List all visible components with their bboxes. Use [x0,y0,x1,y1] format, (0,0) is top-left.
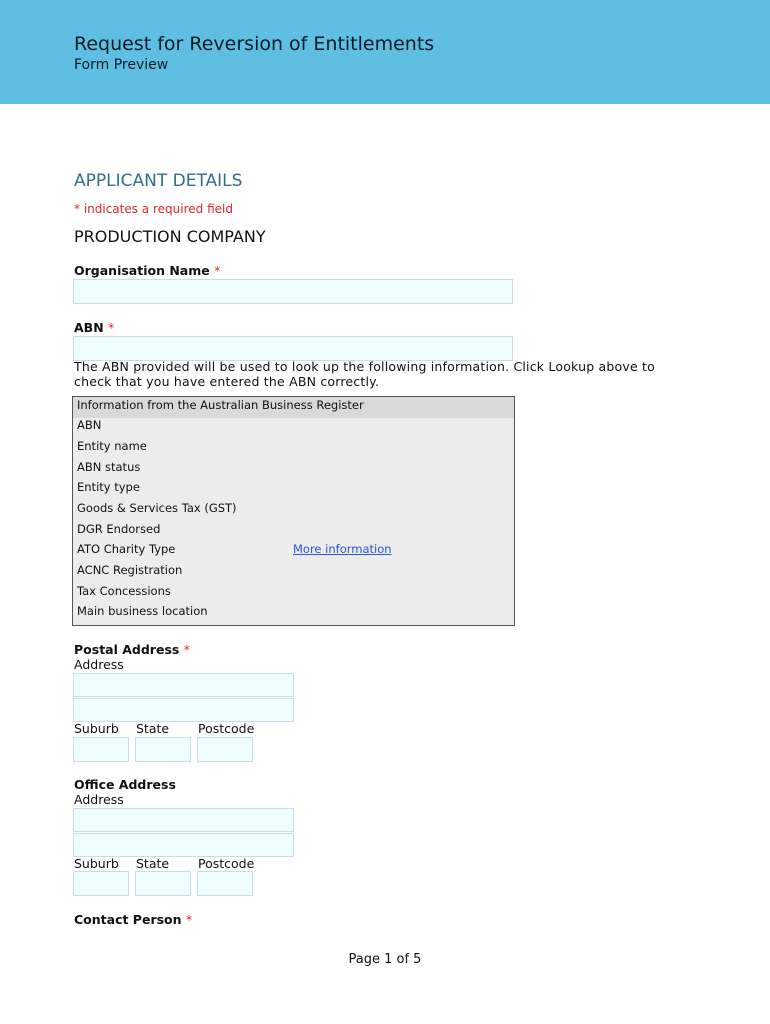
organisation-name-input[interactable] [73,279,513,304]
more-information-link[interactable]: More information [293,542,392,556]
abr-info-panel [72,396,515,626]
abr-row-entity-name: Entity name [77,439,147,453]
abr-row-acnc-registration: ACNC Registration [77,563,183,577]
abr-row-dgr-endorsed: DGR Endorsed [77,522,161,536]
office-address-label: Office Address [74,777,176,792]
postal-state-input[interactable] [135,737,191,762]
abr-row-tax-concessions: Tax Concessions [77,584,171,598]
office-address-sublabel: Address [74,792,124,807]
form-subtitle: Form Preview [74,57,169,73]
postal-postcode-input[interactable] [197,737,253,762]
required-marker: * [108,320,115,335]
required-field-note: * indicates a required field [74,202,233,216]
contact-person-label-text: Contact Person [74,912,182,927]
postal-state-label: State [136,721,170,736]
abn-label [74,320,114,335]
abr-info-heading: Information from the Australian Business Register [73,397,514,418]
contact-person-label [74,912,192,927]
office-address-line2-input[interactable] [73,833,294,857]
postal-address-label [74,642,190,657]
postal-address-line1-input[interactable] [73,673,294,697]
abr-row-entity-type: Entity type [77,480,140,494]
section-title: APPLICANT DETAILS [74,171,243,191]
postal-address-line2-input[interactable] [73,698,294,722]
postal-suburb-input[interactable] [73,737,129,762]
office-postcode-label: Postcode [198,856,255,871]
organisation-name-label [74,263,220,278]
header-banner [0,0,770,104]
postal-address-label-text: Postal Address [74,642,180,657]
required-marker: * [185,912,193,927]
office-address-line1-input[interactable] [73,808,294,832]
office-postcode-input[interactable] [197,871,253,896]
abn-input[interactable] [73,336,513,361]
organisation-name-label-text: Organisation Name [74,263,210,278]
form-title: Request for Reversion of Entitlements [74,33,435,55]
abr-row-abn: ABN [77,418,102,432]
page-indicator: Page 1 of 5 [348,952,422,967]
abr-row-abn-status: ABN status [77,460,141,474]
postal-address-sublabel: Address [74,657,124,672]
abn-label-text: ABN [74,320,104,335]
abr-row-ato-charity-type: ATO Charity Type [77,542,176,556]
abn-help-text: The ABN provided will be used to look up the following information. Click Lookup above to check that you have entered the ABN correctly. [74,359,655,389]
office-suburb-label: Suburb [74,856,119,871]
required-marker: * [214,263,221,278]
subsection-title: PRODUCTION COMPANY [74,227,266,246]
postal-postcode-label: Postcode [198,721,255,736]
abr-row-gst: Goods & Services Tax (GST) [77,501,237,515]
office-state-label: State [136,856,170,871]
required-marker: * [183,642,190,657]
office-suburb-input[interactable] [73,871,129,896]
office-state-input[interactable] [135,871,191,896]
abr-row-main-business-location: Main business location [77,604,208,618]
postal-suburb-label: Suburb [74,721,119,736]
